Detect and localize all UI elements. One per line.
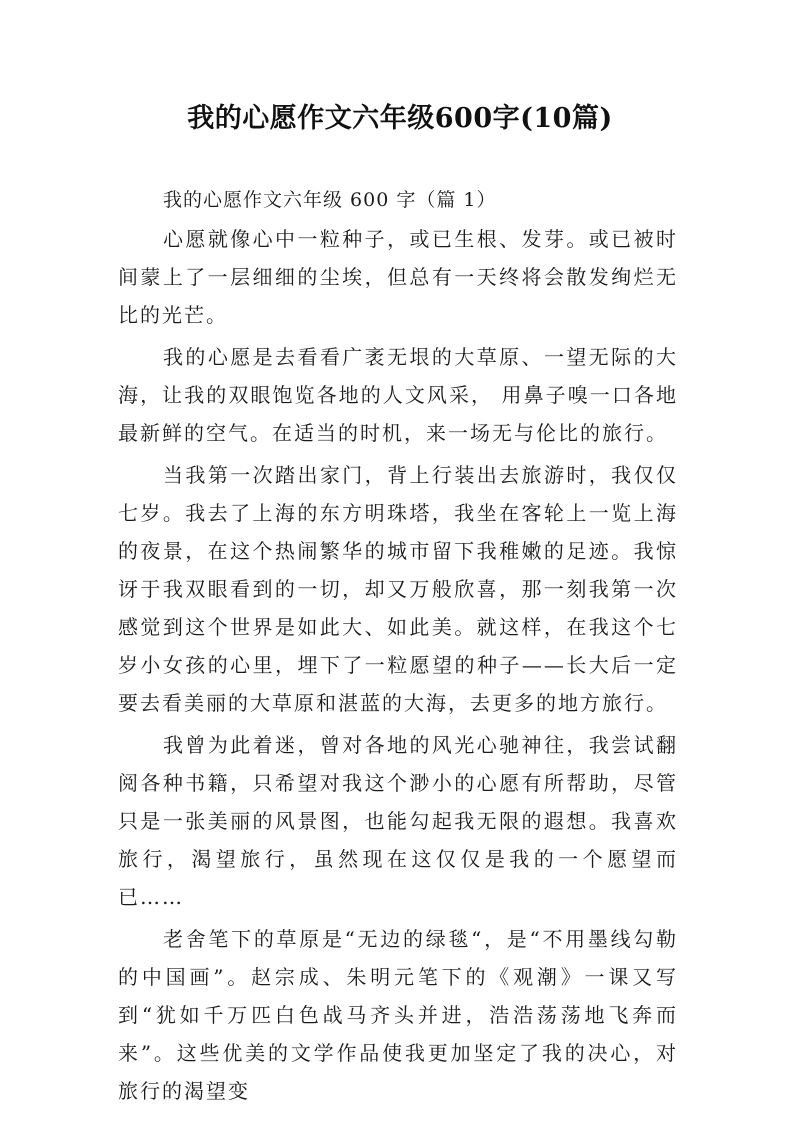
document-title: 我的心愿作文六年级600字(10篇): [187, 103, 613, 134]
paragraph-2: 我的心愿是去看看广袤无垠的大草原、一望无际的大海，让我的双眼饱览各地的人文风采， 用鼻子嗅一口各地最新鲜的空气。在适当的时机，来一场无与伦比的旅行。: [118, 345, 678, 445]
document-body: [118, 180, 678, 1114]
section-heading: 我的心愿作文六年级 600 字（篇 1）: [163, 189, 497, 211]
paragraph-3: 当我第一次踏出家门，背上行装出去旅游时，我仅仅七岁。我去了上海的东方明珠塔，我坐在客轮上一览上海的夜景，在这个热闹繁华的城市留下我稚嫩的足迹。我惊讶于我双眼看到的一切，却又万般欣喜，那一刻我第一次感觉到这个世界是如此大、如此美。就这样，在我这个七岁小女孩的心里，埋下了一粒愿望的种子——长大后一定要去看美丽的大草原和湛蓝的大海，去更多的地方旅行。: [118, 463, 678, 715]
paragraph-5: 老舍笔下的草原是“无边的绿毯“，是“不用墨线勾勒的中国画”。赵宗成、朱明元笔下的《观潮》一课又写到“犹如千万匹白色战马齐头并进，浩浩荡荡地飞奔而来”。这些优美的文学作品使我更加坚定了我的决心，对旅行的渴望变: [118, 927, 678, 1103]
paragraph-1: 心愿就像心中一粒种子，或已生根、发芽。或已被时间蒙上了一层细细的尘埃，但总有一天终将会散发绚烂无比的光芒。: [118, 227, 678, 327]
paragraph-4: 我曾为此着迷，曾对各地的风光心驰神往，我尝试翻阅各种书籍，只希望对我这个渺小的心愿有所帮助，尽管只是一张美丽的风景图，也能勾起我无限的遐想。我喜欢旅行，渴望旅行，虽然现在这仅仅是我的一个愿望而已……: [118, 733, 678, 909]
